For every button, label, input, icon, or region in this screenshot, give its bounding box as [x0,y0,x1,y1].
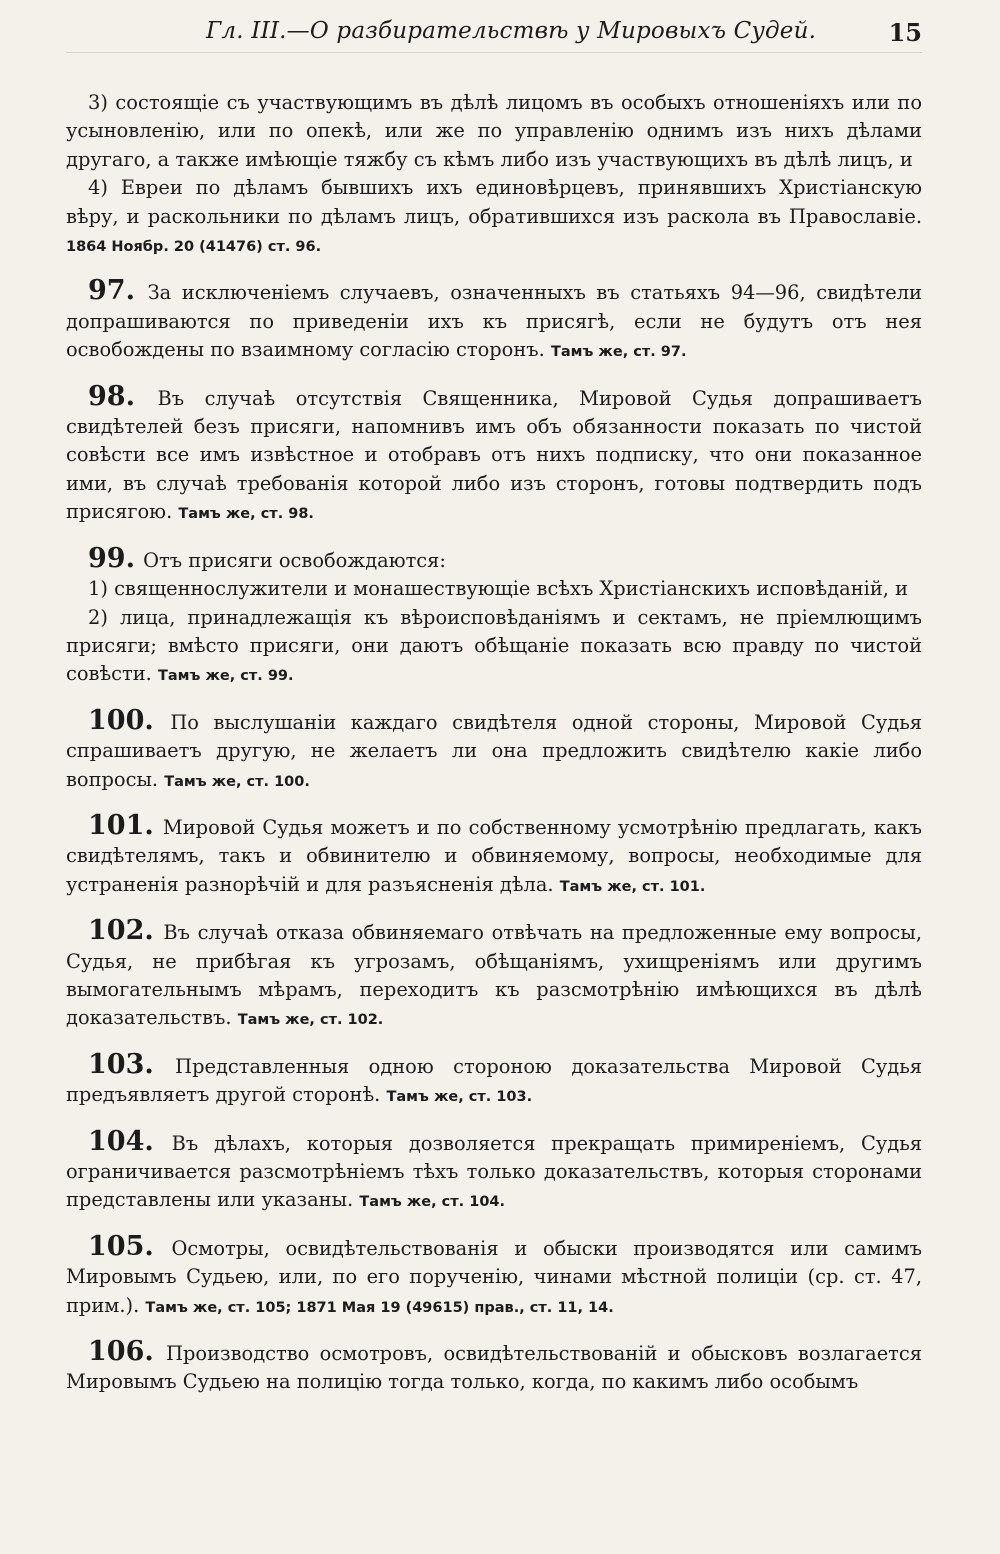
list-item-3: 3) состоящіе съ участвующимъ въ дѣлѣ лицомъ въ особыхъ отношеніяхъ или по усыновленію, или по опекѣ, или же по управленію однимъ изъ нихъ дѣлами другаго, а также имѣющіе тяжбу съ кѣмъ либо изъ участвующихъ въ дѣлѣ лицъ, и [66,91,922,171]
article-number: 100. [88,704,154,736]
article-97: 97. За исключеніемъ случаевъ, означенныхъ въ статьяхъ 94—96, свидѣтели допрашиваются по приведеніи ихъ къ присягѣ, если не будутъ отъ нея освобождены по взаимному согласію сторонъ. Тамъ же, ст. 97. [66,275,922,362]
article-102: 102. Въ случаѣ отказа обвиняемаго отвѣчать на предложенные ему вопросы, Судья, не прибѣгая къ угрозамъ, обѣщаніямъ, ухищреніямъ или другимъ вымогательнымъ мѣрамъ, переходитъ къ разсмотрѣнію имѣющихся въ дѣлѣ доказательствъ. Тамъ же, ст. 102. [66,915,922,1030]
list-item-4: 4) Евреи по дѣламъ бывшихъ ихъ единовѣрцевъ, принявшихъ Христіанскую вѣру, и раскольники по дѣламъ лицъ, обратившихся изъ раскола въ Православіе. 1864 Ноябр. 20 (41476) ст. 96. [66,176,922,256]
citation: Тамъ же, ст. 105; 1871 Мая 19 (49615) прав., ст. 11, 14. [145,1299,614,1316]
article-105: 105. Осмотры, освидѣтельствованія и обыски производятся или самимъ Мировымъ Судьею, или, по его порученію, чинами мѣстной полиціи (ср. ст. 47, прим.). Тамъ же, ст. 105; 1871 Мая 19 (49615) прав., ст. 11, 14. [66,1230,923,1317]
running-header [66,16,922,53]
page-number: 15 [888,18,922,47]
article-101: 101. Мировой Судья можетъ и по собственному усмотрѣнію предлагать, какъ свидѣтелямъ, такъ и обвинителю и обвиняемому, вопросы, необходимые для устраненія разнорѣчій и для разъясненія дѣла. Тамъ же, ст. 101. [66,809,922,896]
citation: Тамъ же, ст. 98. [178,506,314,523]
article-number: 102. [88,915,154,947]
article-99: 99. Отъ присяги освобождаются: [88,542,446,574]
citation: Тамъ же, ст. 102. [237,1012,384,1029]
article-104: 104. Въ дѣлахъ, которыя дозволяется прекращать примиреніемъ, Судья ограничивается разсмотрѣніемъ тѣхъ только доказательствъ, которыя сторонами представлены или указаны. Тамъ же, ст. 104. [66,1125,922,1212]
article-number: 105. [88,1230,154,1262]
citation: Тамъ же, ст. 99. [158,668,294,685]
article-number: 99. [88,542,135,574]
article-number: 104. [88,1125,154,1157]
book-page [66,16,922,1397]
article-number: 98. [88,380,135,412]
citation: Тамъ же, ст. 104. [359,1194,506,1211]
article-number: 101. [88,809,154,841]
article-103: 103. Представленныя одною стороною доказательства Мировой Судья предъявляетъ другой сторонѣ. Тамъ же, ст. 103. [66,1048,922,1107]
citation: Тамъ же, ст. 97. [550,344,687,361]
citation: Тамъ же, ст. 103. [386,1089,533,1106]
citation: 1864 Ноябр. 20 (41476) ст. 96. [66,239,322,256]
article-99-item-1: 1) священнослужители и монашествующіе всѣхъ Христіанскихъ исповѣданій, и [88,577,909,601]
article-106: 106. Производство осмотровъ, освидѣтельствованій и обысковъ возлагается Мировымъ Судьею на полицію тогда только, когда, по какимъ либо особымъ [66,1336,922,1394]
article-number: 103. [88,1048,154,1080]
article-98: 98. Въ случаѣ отсутствія Священника, Мировой Судья допрашиваетъ свидѣтелей безъ присяги, напомнивъ имъ объ обязанности показать по чистой совѣсти все имъ извѣстное и отобравъ отъ нихъ подписку, что они показанное ими, въ случаѣ требованія которой либо изъ сторонъ, готовы подтвердить подъ присягою. Тамъ же, ст. 98. [66,380,922,524]
article-number: 106. [88,1336,154,1368]
article-100: 100. По выслушаніи каждаго свидѣтеля одной стороны, Мировой Судья спрашиваетъ другую, не желаетъ ли она предложить свидѣтелю какіе либо вопросы. Тамъ же, ст. 100. [66,704,922,791]
chapter-title: Гл. III.—О разбирательствѣ у Мировыхъ Судей. [206,18,817,44]
article-99-item-2: 2) лица, принадлежащія къ вѣроисповѣданіямъ и сектамъ, не пріемлющимъ присяги; вмѣсто присяги, они даютъ обѣщаніе показать всю правду по чистой совѣсти. Тамъ же, ст. 99. [66,605,922,686]
article-number: 97. [88,275,135,307]
citation: Тамъ же, ст. 100. [164,773,310,790]
citation: Тамъ же, ст. 101. [559,878,706,895]
